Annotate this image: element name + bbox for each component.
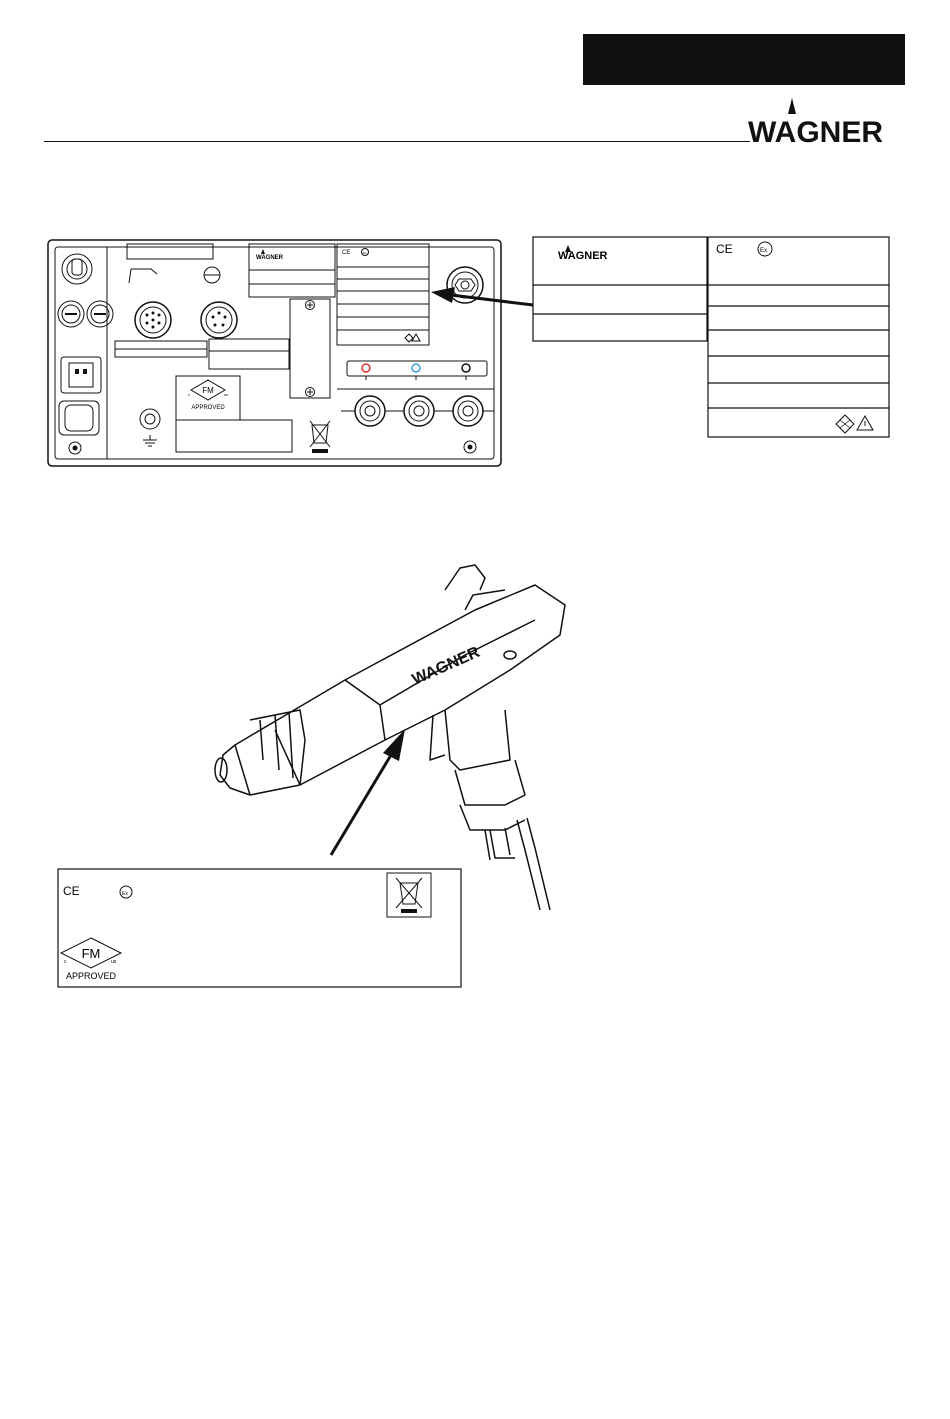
rating-plate-ex-mark: Ex	[760, 248, 768, 254]
panel-plate-brand: WAGNER	[256, 255, 283, 261]
panel-ce-mark: CE	[342, 250, 351, 256]
panel-fm-c: c	[188, 392, 190, 397]
rating-plate-enlarged	[532, 236, 892, 440]
gun-label-ex-mark: Ex	[122, 891, 128, 897]
rating-plate-ce-mark: CE	[716, 242, 733, 256]
arrow-to-rating-plate	[425, 283, 535, 313]
panel-ex-mark: Ex	[363, 251, 367, 255]
panel-fm-approved: APPROVED	[191, 405, 225, 411]
wagner-logo	[748, 92, 908, 148]
rating-plate-brand: WAGNER	[558, 250, 608, 262]
panel-fm-label: FM	[202, 386, 214, 395]
gun-label-ce-mark: CE	[63, 884, 80, 898]
gun-brand: WAGNER	[409, 643, 483, 689]
header-rule	[44, 141, 750, 142]
control-unit-panel	[47, 239, 502, 467]
header-bar	[583, 34, 905, 85]
panel-fm-us: us	[224, 392, 229, 397]
gun-label-fm-label: FM	[81, 946, 101, 961]
gun-label-fm-c: c	[64, 959, 67, 965]
gun-label-fm-approved: APPROVED	[65, 971, 117, 981]
arrow-to-gun-label	[325, 725, 415, 860]
gun-identification-label	[57, 868, 462, 988]
header-brand: WAGNER	[748, 116, 883, 148]
gun-label-fm-us: us	[111, 959, 117, 965]
